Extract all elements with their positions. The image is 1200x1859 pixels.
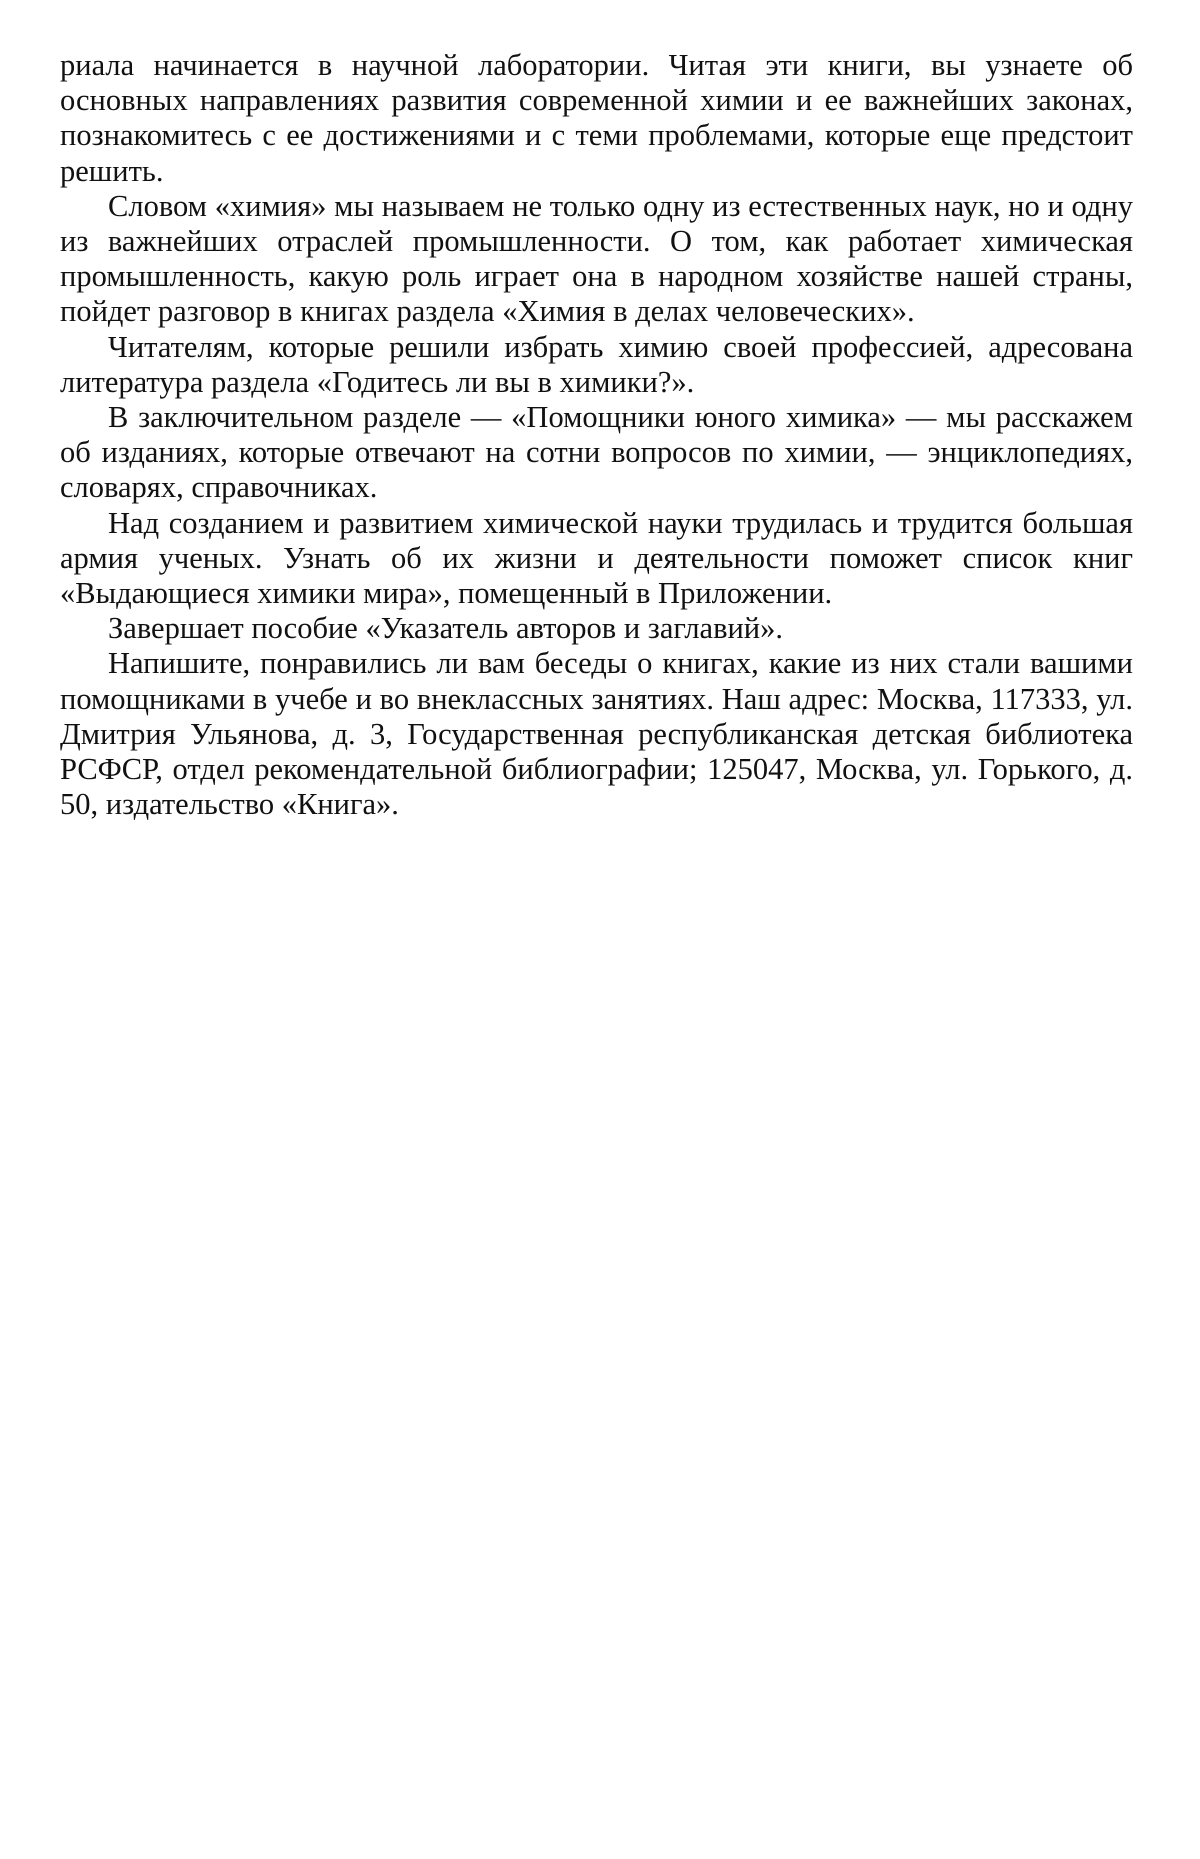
paragraph-index: Завершает пособие «Указатель авторов и заглавий». xyxy=(108,611,783,646)
paragraph-outstanding-chemists: Над созданием и развитием химической науки трудилась и трудится большая армия ученых. Узнать об их жизни и деятельности поможет список книг «Выдающиеся химики мира», помещенный в Приложении. xyxy=(60,505,1133,611)
paragraph-address: Напишите, понравились ли вам беседы о книгах, какие из них стали вашими помощниками в учебе и во внеклассных занятиях. Наш адрес: Москва, 117333, ул. Дмитрия Ульянова, д. 3, Государственная республиканская детская библиотека РСФСР, отдел рекомендательной библиографии; 125047, Москва, ул. Горького, д. 50, издательство «Книга». xyxy=(60,646,1133,822)
paragraph-profession: Читателям, которые решили избрать химию своей профессией, адресована литература раздела «Годитесь ли вы в химики?». xyxy=(60,329,1133,399)
page-text-block xyxy=(60,48,1133,822)
paragraph-chemistry-industry: Словом «химия» мы называем не только одну из естественных наук, но и одну из важнейших отраслей промышленности. О том, как работает химическая промышленность, какую роль играет она в народном хозяйстве нашей страны, пойдет разговор в книгах раздела «Химия в делах человеческих». xyxy=(60,188,1133,329)
paragraph-continuation: риала начинается в научной лаборатории. Читая эти книги, вы узнаете об основных направлениях развития современной химии и ее важнейших законах, познакомитесь с ее достижениями и с теми проблемами, которые еще предстоит решить. xyxy=(60,48,1133,188)
paragraph-young-chemist-helpers: В заключительном разделе — «Помощники юного химика» — мы расскажем об изданиях, которые отвечают на сотни вопросов по химии, — энциклопедиях, словарях, справочниках. xyxy=(60,400,1133,505)
